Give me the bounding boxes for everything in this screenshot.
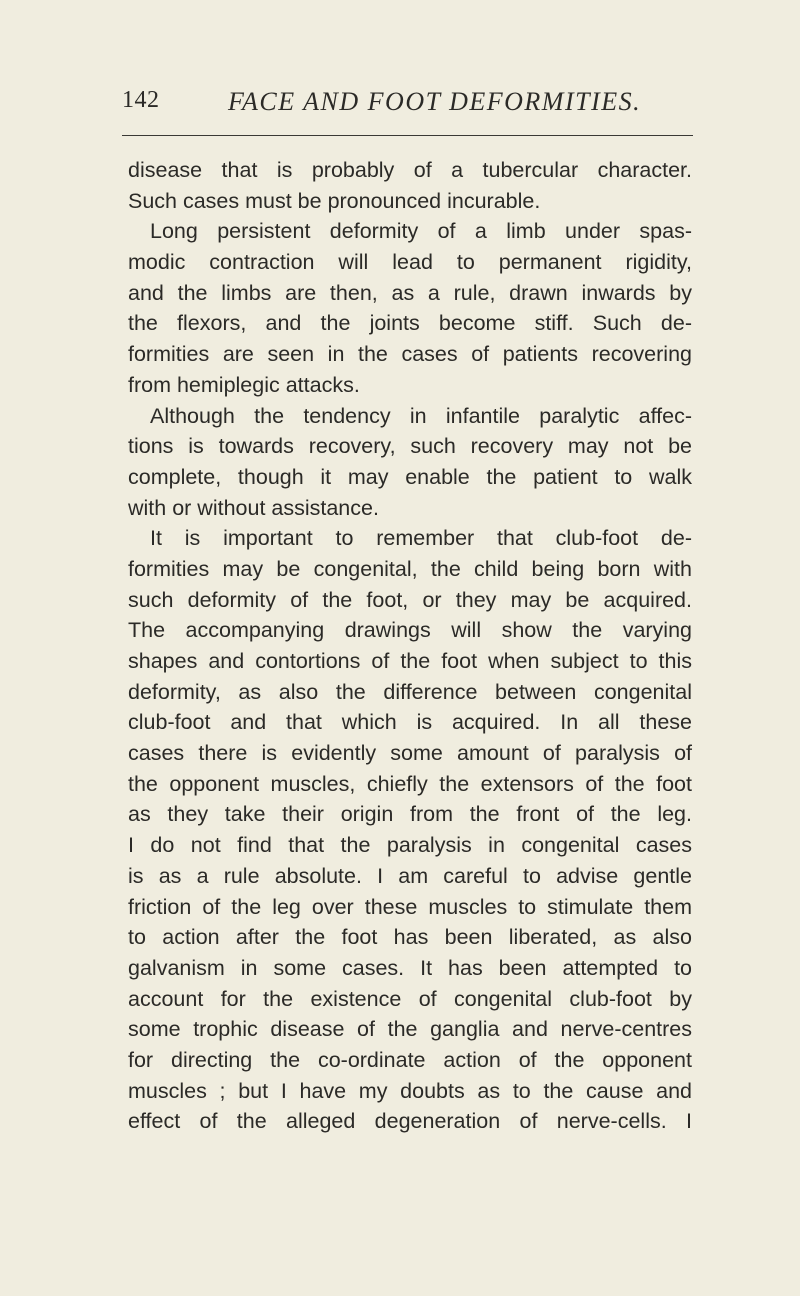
text-line: modic contraction will lead to permanent rigidity, [128, 250, 692, 275]
text-line: Long persistent deformity of a limb under spas- [150, 219, 692, 244]
text-line: for directing the co-ordinate action of the opponent [128, 1047, 692, 1072]
text-line: club-foot and that which is acquired. In all these [128, 710, 692, 735]
text-line: is as a rule absolute. I am careful to advise gentle [128, 863, 692, 888]
page-header [122, 87, 702, 127]
text-line: the opponent muscles, chiefly the extensors of the foot [128, 771, 692, 796]
text-line: with or without assistance. [128, 495, 379, 520]
text-line: and the limbs are then, as a rule, drawn inwards by [128, 280, 692, 305]
text-line: the flexors, and the joints become stiff. Such de- [128, 311, 692, 336]
text-line: formities may be congenital, the child being born with [128, 556, 692, 581]
text-line: muscles ; but I have my doubts as to the cause and [128, 1078, 692, 1103]
text-line: Such cases must be pronounced incurable. [128, 188, 541, 213]
running-title: FACE AND FOOT DEFORMITIES. [228, 87, 642, 116]
text-line: to action after the foot has been liberated, as also [128, 925, 692, 950]
text-line: as they take their origin from the front of the leg. [128, 802, 692, 827]
text-line: effect of the alleged degeneration of nerve-cells. I [128, 1109, 692, 1134]
text-line: The accompanying drawings will show the varying [128, 618, 692, 643]
text-line: I do not find that the paralysis in congenital cases [128, 833, 692, 858]
body-text [128, 155, 692, 1137]
text-line: some trophic disease of the ganglia and nerve-centres [128, 1017, 692, 1042]
text-line: Although the tendency in infantile paralytic affec- [150, 403, 692, 428]
text-line: galvanism in some cases. It has been attempted to [128, 955, 692, 980]
text-line: It is important to remember that club-foot de- [150, 526, 692, 551]
header-rule [122, 135, 693, 136]
text-line: such deformity of the foot, or they may be acquired. [128, 587, 692, 612]
text-line: deformity, as also the difference between congenital [128, 679, 692, 704]
text-line: friction of the leg over these muscles to stimulate them [128, 894, 692, 919]
text-line: account for the existence of congenital club-foot by [128, 986, 692, 1011]
text-line: disease that is probably of a tubercular character. [128, 158, 692, 182]
text-line: shapes and contortions of the foot when subject to this [128, 649, 692, 673]
text-line: cases there is evidently some amount of paralysis of [128, 741, 692, 766]
text-line: formities are seen in the cases of patients recovering [128, 342, 692, 367]
text-line: complete, though it may enable the patient to walk [128, 464, 692, 489]
text-line: from hemiplegic attacks. [128, 372, 360, 397]
page-number: 142 [122, 87, 160, 113]
text-line: tions is towards recovery, such recovery may not be [128, 434, 692, 459]
